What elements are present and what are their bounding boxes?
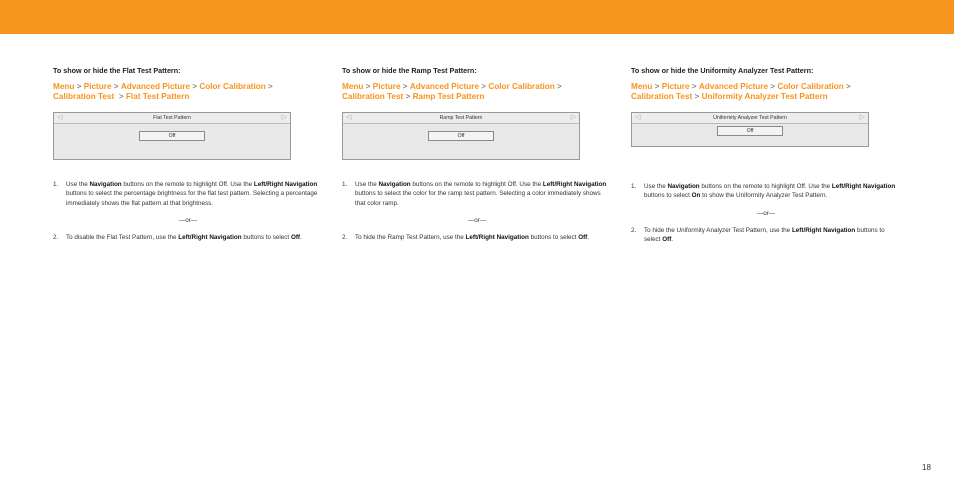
- crumb-advanced-picture: Advanced Picture: [409, 82, 480, 91]
- step-text: buttons to select the color for the ramp test pattern. Selecting a color immediately shows that color ramp.: [355, 190, 601, 207]
- step-bold: Off: [578, 234, 588, 242]
- arrow-right-icon: ▷: [859, 114, 865, 121]
- step-2: [342, 233, 612, 242]
- arrow-left-icon: ◁: [346, 114, 352, 121]
- crumb-picture: Picture: [372, 82, 401, 91]
- step-2: [631, 226, 901, 245]
- panel-title-bar: [343, 113, 579, 124]
- arrow-right-icon: ▷: [281, 114, 287, 121]
- crumb-picture: Picture: [83, 82, 112, 91]
- step-text: .: [300, 234, 302, 242]
- crumb-uniformity-analyzer-test-pattern: Uniformity Analyzer Test Pattern: [701, 92, 828, 101]
- steps: [53, 180, 323, 243]
- step-bold: Navigation: [667, 183, 700, 190]
- step-bold: Navigation: [378, 181, 411, 188]
- section-flat-test-pattern: [53, 66, 323, 243]
- section-uniformity-analyzer-test-pattern: [631, 66, 901, 245]
- section-heading: To show or hide the Flat Test Pattern:: [53, 66, 181, 75]
- step-bold: Off: [290, 234, 301, 242]
- step-text: Use the: [355, 181, 379, 188]
- step-text: buttons to select: [241, 234, 291, 242]
- step-number: 1.: [631, 183, 637, 190]
- breadcrumb: Menu > Picture > Advanced Picture > Color Calibration > Calibration Test > Flat Test Pattern: [53, 82, 273, 101]
- menu-panel-flat-test-pattern: [53, 112, 291, 160]
- panel-value-box: Off: [428, 131, 494, 141]
- step-bold: On: [691, 192, 701, 200]
- step-bold: Left/Right Navigation: [253, 181, 318, 188]
- or-divider: —or—: [467, 217, 487, 225]
- section-ramp-test-pattern: [342, 66, 612, 243]
- step-number: 1.: [342, 181, 348, 188]
- step-1: [53, 180, 323, 208]
- step-number: 1.: [53, 181, 59, 188]
- panel-title: Flat Test Pattern: [153, 115, 191, 121]
- step-text: To hide the Ramp Test Pattern, use the: [355, 234, 466, 242]
- step-number: 2.: [631, 226, 637, 234]
- crumb-advanced-picture: Advanced Picture: [698, 82, 769, 91]
- or-divider: —or—: [756, 209, 776, 217]
- panel-title: Ramp Test Pattern: [439, 115, 483, 121]
- step-bold: Off: [662, 236, 672, 244]
- menu-panel-ramp-test-pattern: [342, 112, 580, 160]
- panel-value-box: Off: [139, 131, 205, 141]
- crumb-color-calibration: Color Calibration: [488, 82, 555, 91]
- step-text: buttons on the remote to highlight Off. Use the: [699, 183, 832, 190]
- step-bold: Left/Right Navigation: [831, 183, 896, 190]
- arrow-right-icon: ▷: [570, 114, 576, 121]
- step-text: .: [671, 236, 674, 244]
- step-text: buttons on the remote to highlight Off. Use the: [121, 181, 254, 188]
- step-number: 2.: [342, 234, 348, 242]
- breadcrumb: Menu > Picture > Advanced Picture > Color Calibration > Calibration Test > Ramp Test Pattern: [342, 82, 562, 101]
- step-text: .: [587, 234, 590, 242]
- step-text: buttons to select: [644, 192, 692, 200]
- step-bold: Left/Right Navigation: [542, 181, 607, 188]
- or-divider: —or—: [178, 217, 198, 225]
- steps: [342, 180, 612, 243]
- step-text: buttons to select the percentage brightness for the flat test pattern. Selecting a percentage immediately shows the flat pattern at that brightness.: [66, 190, 318, 207]
- step-number: 2.: [53, 234, 59, 242]
- step-bold: Navigation: [89, 181, 122, 188]
- crumb-calibration-test: Calibration Test: [53, 92, 115, 101]
- section-heading: To show or hide the Uniformity Analyzer Test Pattern:: [631, 66, 814, 75]
- step-text: to show the Uniformity Analyzer Test Pattern.: [700, 192, 828, 200]
- arrow-left-icon: ◁: [57, 114, 63, 121]
- crumb-menu: Menu: [342, 82, 364, 91]
- panel-title: Uniformity Analyzer Test Pattern: [713, 115, 787, 121]
- step-text: Use the: [66, 181, 90, 188]
- step-text: buttons to select: [528, 234, 579, 242]
- crumb-ramp-test-pattern: Ramp Test Pattern: [412, 92, 485, 101]
- page-number: 18: [922, 463, 931, 472]
- crumb-calibration-test: Calibration Test: [631, 92, 693, 101]
- header-bar: [0, 0, 954, 34]
- crumb-advanced-picture: Advanced Picture: [120, 82, 191, 91]
- step-2: [53, 233, 323, 242]
- step-1: [342, 180, 612, 208]
- crumb-picture: Picture: [661, 82, 690, 91]
- step-text: Use the: [644, 183, 668, 190]
- crumb-menu: Menu: [631, 82, 653, 91]
- step-text: buttons to select: [644, 226, 885, 244]
- crumb-color-calibration: Color Calibration: [777, 82, 844, 91]
- steps: [631, 182, 901, 245]
- crumb-calibration-test: Calibration Test: [342, 92, 404, 101]
- crumb-color-calibration: Color Calibration: [199, 82, 266, 91]
- step-bold: Left/Right Navigation: [465, 234, 529, 242]
- step-text: buttons on the remote to highlight Off. Use the: [410, 181, 543, 188]
- section-heading: To show or hide the Ramp Test Pattern:: [342, 66, 477, 75]
- menu-panel-uniformity-analyzer-test-pattern: [631, 112, 869, 147]
- panel-title-bar: [632, 113, 868, 124]
- panel-value-box: Off: [717, 126, 783, 136]
- breadcrumb: Menu > Picture > Advanced Picture > Color Calibration > Calibration Test > Uniformity Analyzer Test Pattern: [631, 82, 851, 101]
- step-text: To hide the Uniformity Analyzer Test Pattern, use the: [644, 226, 792, 234]
- step-bold: Left/Right Navigation: [791, 226, 856, 234]
- step-bold: Left/Right Navigation: [178, 234, 242, 242]
- panel-title-bar: [54, 113, 290, 124]
- step-1: [631, 182, 901, 201]
- step-text: To disable the Flat Test Pattern, use the: [66, 234, 179, 242]
- arrow-left-icon: ◁: [635, 114, 641, 121]
- crumb-menu: Menu: [53, 82, 75, 91]
- crumb-flat-test-pattern: Flat Test Pattern: [125, 92, 190, 101]
